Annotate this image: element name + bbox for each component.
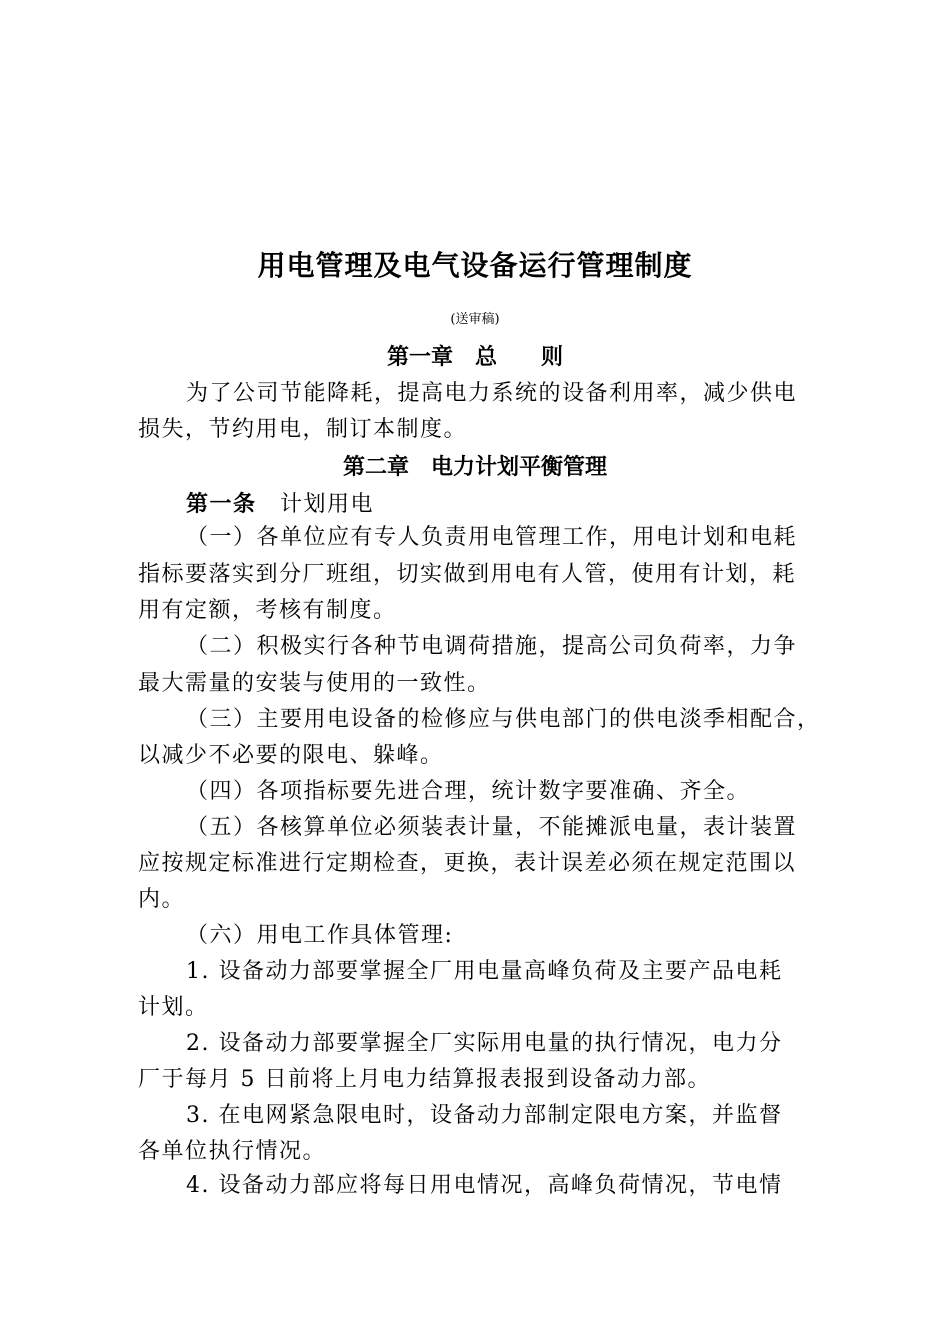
body-line: （六）用电工作具体管理:: [186, 923, 454, 948]
body-line: 为了公司节能降耗，提高电力系统的设备利用率，减少供电: [186, 381, 798, 406]
article-heading: [186, 487, 374, 518]
chapter-heading-2: 第二章 电力计划平衡管理: [342, 455, 607, 480]
article-title: 计划用电: [280, 492, 375, 517]
body-line: 4. 设备动力部应将每日用电情况，高峰负荷情况，节电情: [186, 1173, 783, 1198]
body-line: 应按规定标准进行定期检查，更换，表计误差必须在规定范围以: [138, 851, 797, 876]
body-line: （二）积极实行各种节电调荷措施，提高公司负荷率，力争: [186, 634, 798, 659]
body-line: 计划。: [138, 995, 209, 1020]
chapter-heading-1: 第一章 总 则: [386, 345, 563, 370]
body-line: 最大需量的安装与使用的一致性。: [138, 671, 491, 696]
document-title: 用电管理及电气设备运行管理制度: [257, 249, 693, 282]
body-line: 2. 设备动力部要掌握全厂实际用电量的执行情况，电力分: [186, 1031, 783, 1056]
body-line: 3. 在电网紧急限电时，设备动力部制定限电方案，并监督: [186, 1103, 783, 1128]
body-line: 以减少不必要的限电、躲峰。: [138, 743, 444, 768]
document-subtitle: (送审稿): [450, 312, 500, 327]
body-line: 指标要落实到分厂班组，切实做到用电有人管，使用有计划，耗: [138, 562, 797, 587]
article-number: 第一条: [186, 492, 257, 517]
body-line: 1. 设备动力部要掌握全厂用电量高峰负荷及主要产品电耗: [186, 959, 783, 984]
body-line: （四）各项指标要先进合理，统计数字要准确、齐全。: [186, 779, 751, 804]
body-line: 用有定额，考核有制度。: [138, 598, 397, 623]
body-line: （一）各单位应有专人负责用电管理工作，用电计划和电耗: [186, 525, 798, 550]
body-line: （五）各核算单位必须装表计量，不能摊派电量，表计装置: [186, 815, 798, 840]
body-line: 损失，节约用电，制订本制度。: [138, 417, 468, 442]
body-line: （三）主要用电设备的检修应与供电部门的供电淡季相配合，: [186, 707, 821, 732]
body-line: 内。: [138, 887, 186, 912]
body-line: 各单位执行情况。: [138, 1139, 327, 1164]
body-line: 厂于每月 5 日前将上月电力结算报表报到设备动力部。: [138, 1067, 711, 1092]
